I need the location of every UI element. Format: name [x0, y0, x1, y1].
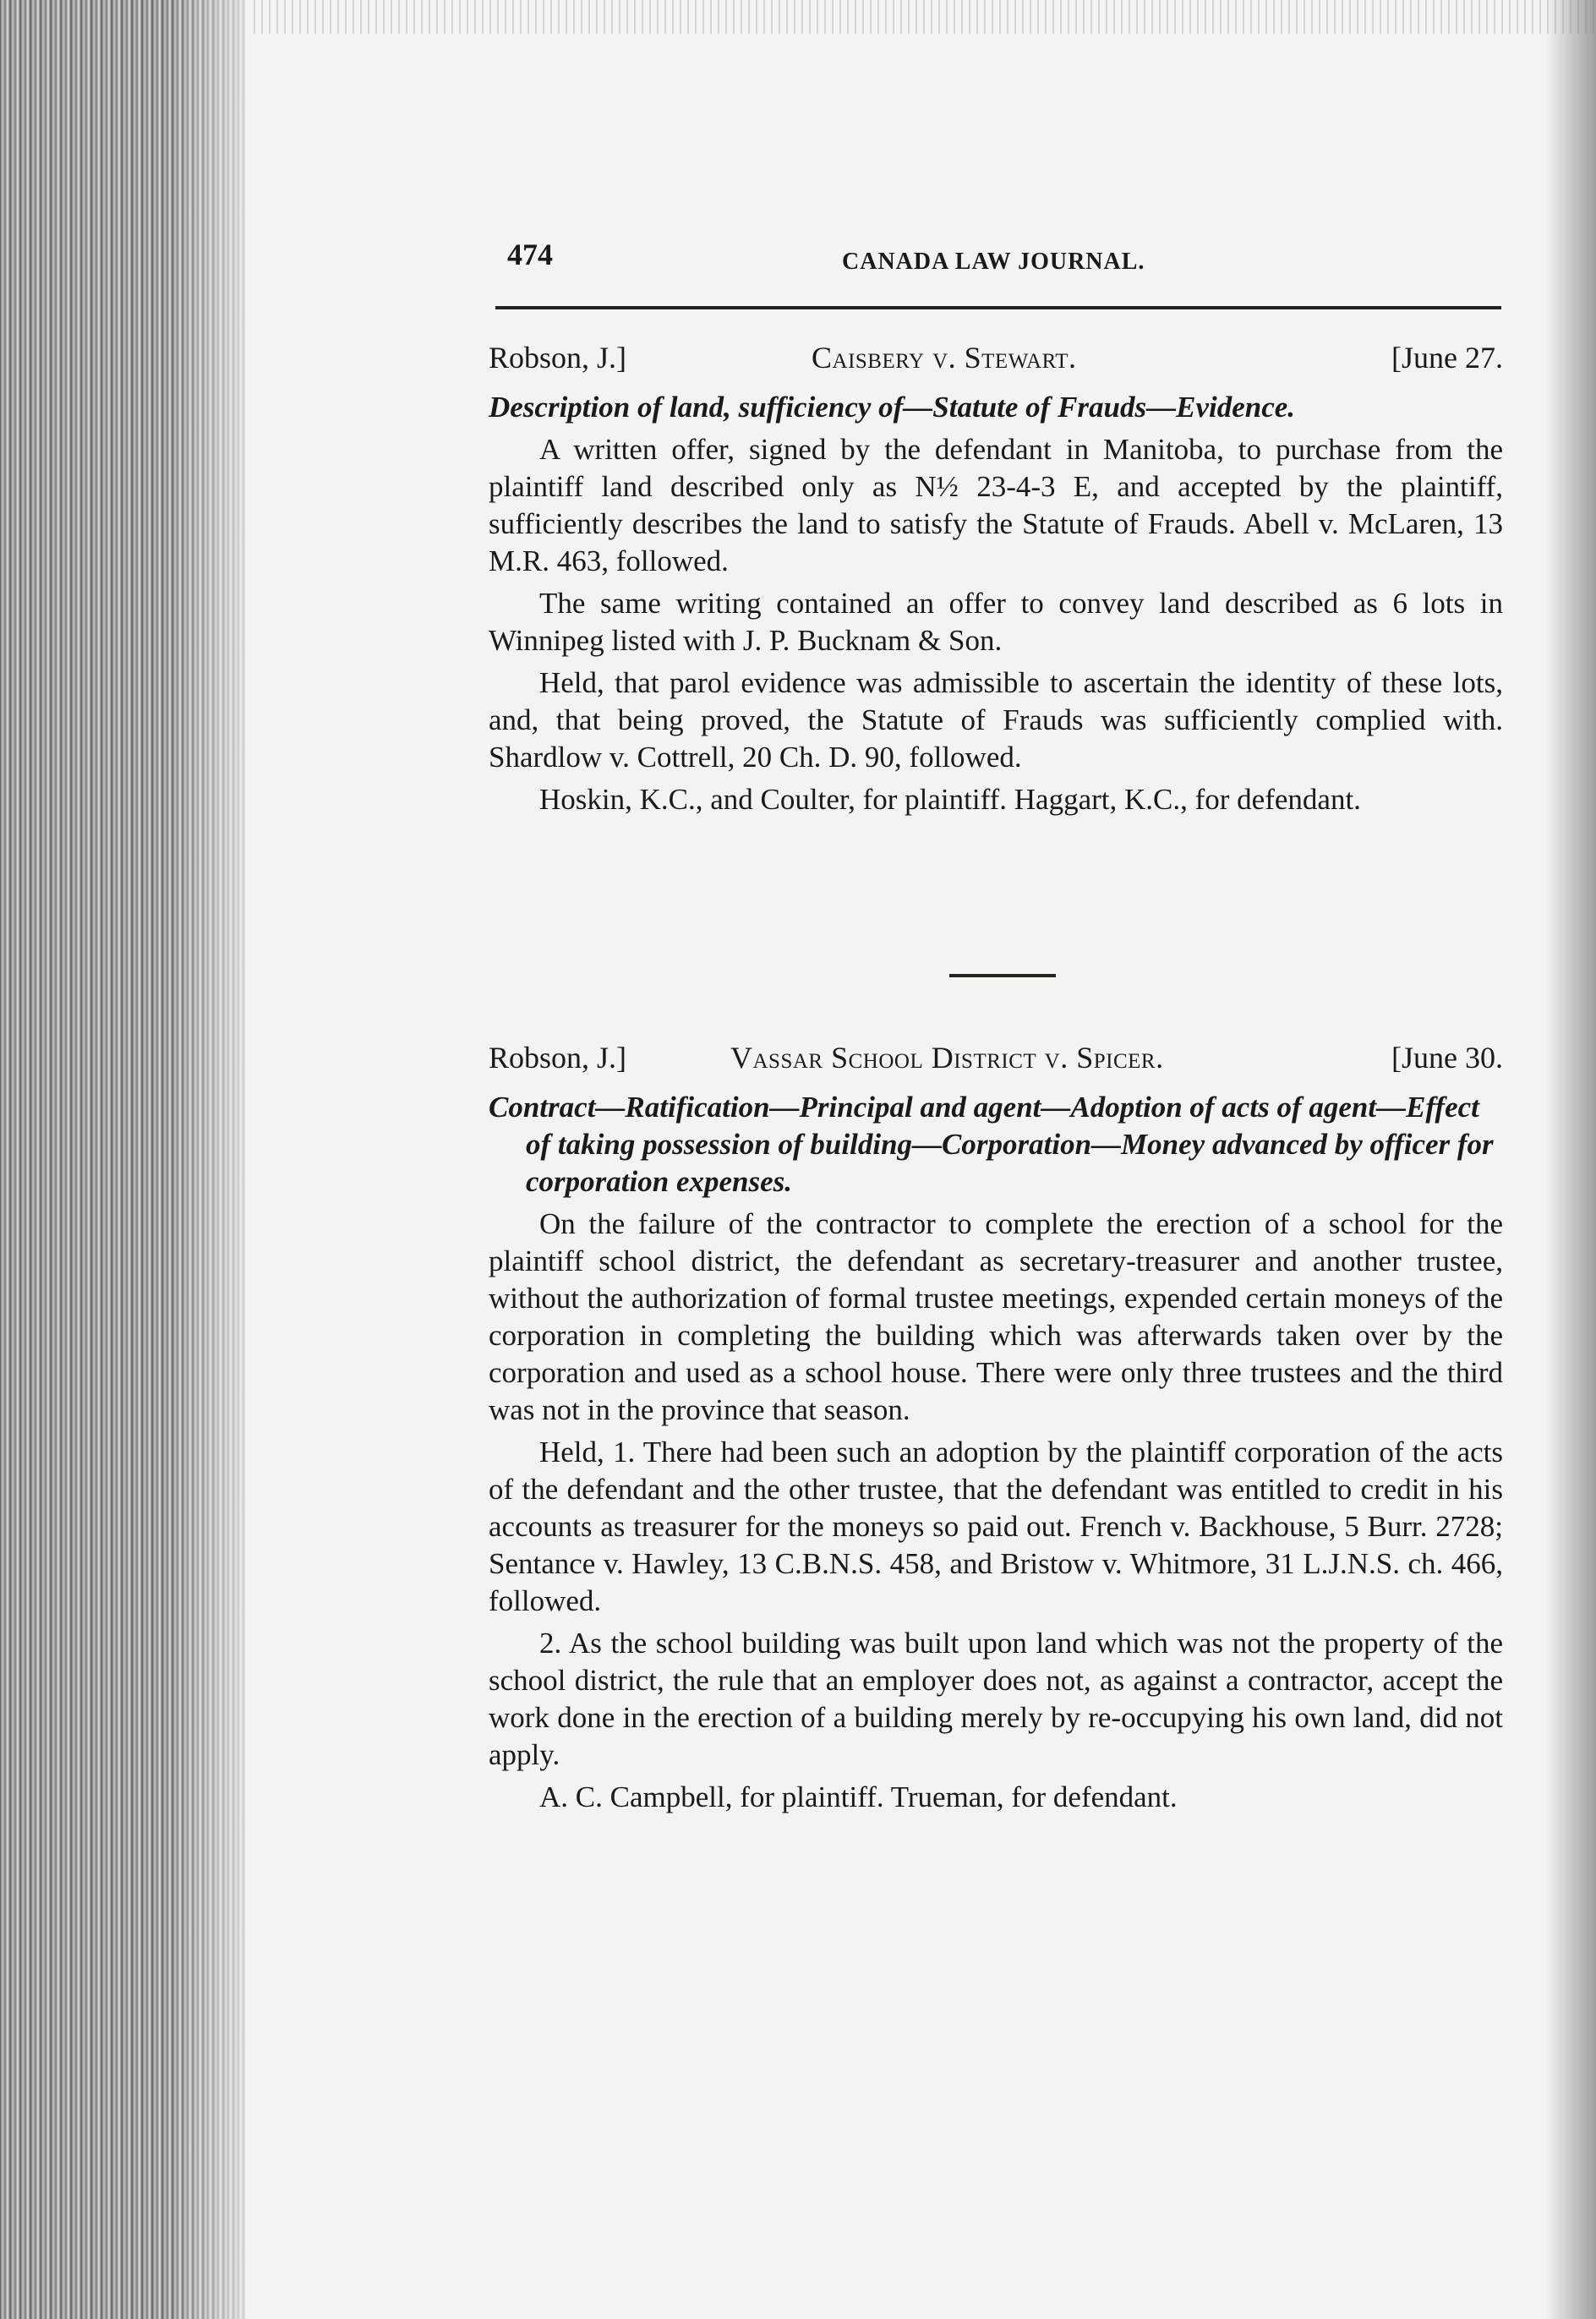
case-vassar-school-district-v-spicer: [489, 1040, 1503, 1816]
case-separator: [949, 974, 1056, 977]
paragraph: The same writing contained an offer to convey land described as 6 lots in Winnipeg listed with J. P. Bucknam & Son.: [489, 587, 1503, 657]
scan-noise: [254, 0, 1596, 34]
case-date: [June 30.: [1391, 1041, 1503, 1075]
counsel-line: A. C. Campbell, for plaintiff. Trueman, for defendant.: [539, 1780, 1178, 1813]
header-rule: [495, 306, 1501, 309]
paragraph: 2. As the school building was built upon land which was not the property of the school district, the rule that an employer does not, as against a contractor, accept the work done in the erection of a building merely by re-occupying his own land, did not apply.: [489, 1627, 1503, 1771]
paragraph: Held, 1. There had been such an adoption by the plaintiff corporation of the acts of the defendant and the other trustee, that the defendant was entitled to credit in his accounts as treasurer for the moneys so paid out. French v. Backhouse, 5 Burr. 2728; Sentance v. Hawley, 13 C.B.N.S. 458, and Bristow v. Whitmore, 31 L.J.N.S. ch. 466, followed.: [489, 1436, 1503, 1617]
page-number: 474: [507, 238, 553, 271]
judge-name: Robson, J.]: [489, 1041, 627, 1075]
journal-page: [489, 222, 1503, 1813]
case-date: [June 27.: [1391, 341, 1503, 375]
running-header: [489, 222, 1503, 275]
case-caisbery-v-stewart: [489, 340, 1503, 818]
paragraph: On the failure of the contractor to complete the erection of a school for the plaintiff school district, the defendant as secretary-treasurer and another trustee, without the authorization of formal trustee meetings, expended certain moneys of the corporation in completing the building which was afterwards taken over by the corporation and used as a school house. There were only three trustees and the third was not in the province that season.: [489, 1207, 1503, 1426]
judge-name: Robson, J.]: [489, 341, 627, 375]
paragraph: A written offer, signed by the defendant in Manitoba, to purchase from the plaintiff land described only as N½ 23-4-3 E, and accepted by the plaintiff, sufficiently describes the land to satisfy the Statute of Frauds. Abell v. McLaren, 13 M.R. 463, followed.: [489, 433, 1503, 577]
headnote: Description of land, sufficiency of—Statute of Frauds—Evidence.: [489, 391, 1296, 424]
headnote: Contract—Ratification—Principal and agent—Adoption of acts of agent—Effect of taking possession of building—Corporation—Money advanced by officer for corporation expenses.: [489, 1091, 1494, 1198]
page-edge-shadow: [1545, 0, 1596, 2319]
case-title: Caisbery v. Stewart.: [812, 341, 1077, 375]
paragraph: Held, that parol evidence was admissible to ascertain the identity of these lots, and, that being proved, the Statute of Frauds was sufficiently complied with. Shardlow v. Cottrell, 20 Ch. D. 90, followed.: [489, 666, 1503, 774]
gutter-fade: [169, 0, 271, 2319]
journal-title: CANADA LAW JOURNAL.: [842, 249, 1145, 275]
case-heading: [489, 340, 1503, 380]
counsel-line: Hoskin, K.C., and Coulter, for plaintiff. Haggart, K.C., for defendant.: [539, 783, 1361, 816]
case-title: Vassar School District v. Spicer.: [730, 1041, 1164, 1075]
case-heading: [489, 1040, 1503, 1080]
